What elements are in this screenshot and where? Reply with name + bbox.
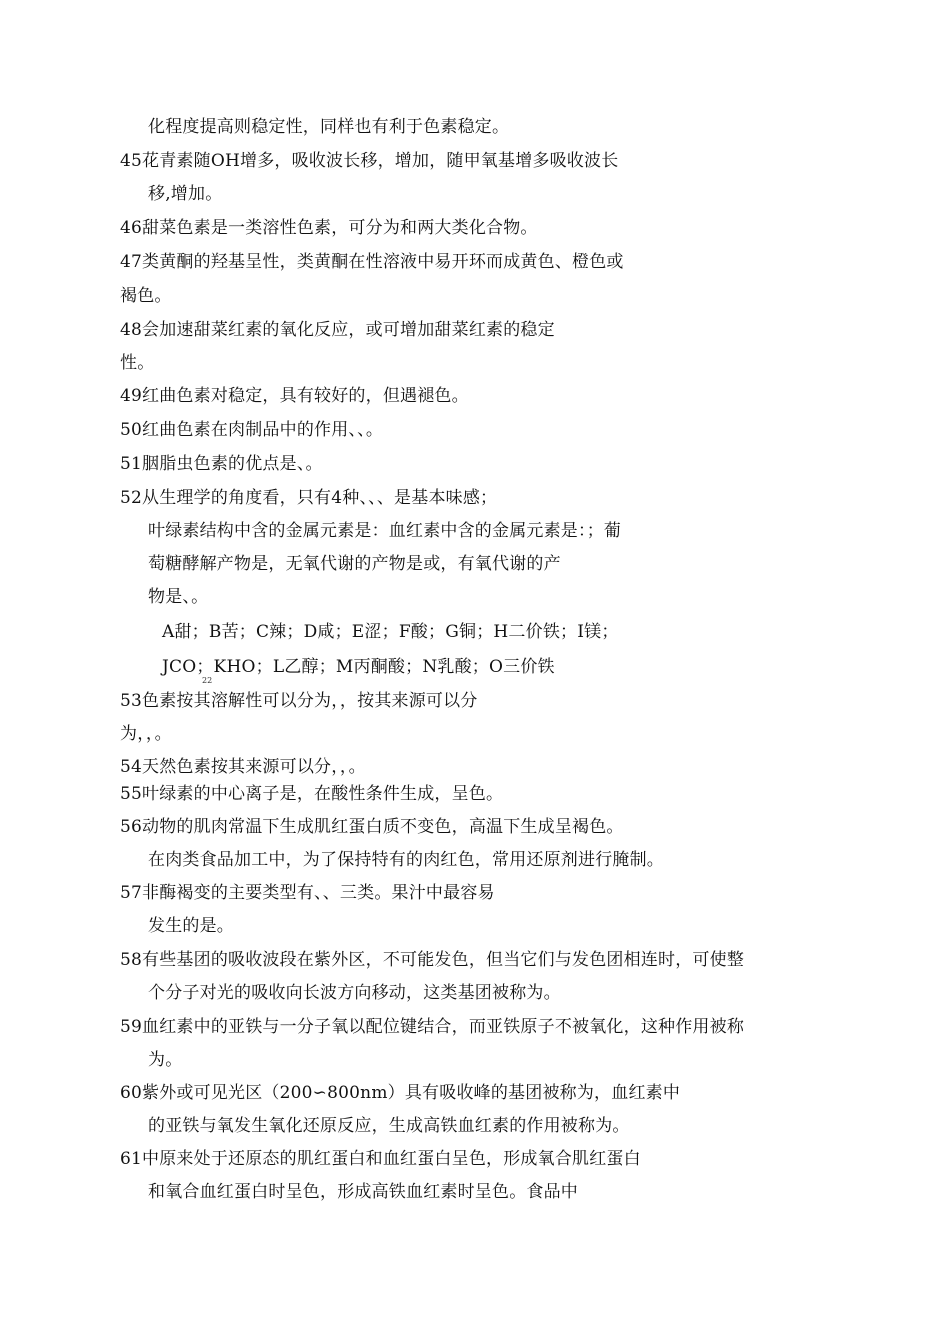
question-60: 60紫外或可见光区（200∽800nm）具有吸收峰的基团被称为，血红素中 <box>120 1083 681 1103</box>
question-52: 52从生理学的角度看，只有4种、、、是基本味感； <box>120 488 498 508</box>
question-50: 50红曲色素在肉制品中的作用、、。 <box>120 420 384 440</box>
question-61: 61中原来处于还原态的肌红蛋白和血红蛋白呈色，形成氧合肌红蛋白 <box>120 1149 641 1169</box>
subscript-label: 22 <box>202 676 213 685</box>
question-46: 46甜菜色素是一类溶性色素，可分为和两大类化合物。 <box>120 218 538 238</box>
text-line: 的亚铁与氧发生氧化还原反应，生成高铁血红素的作用被称为。 <box>148 1116 630 1136</box>
text-line: 化程度提高则稳定性，同样也有利于色素稳定。 <box>148 117 510 137</box>
text-line: 性。 <box>120 353 155 373</box>
text-line: 发生的是。 <box>148 916 234 936</box>
text-line: 叶绿素结构中含的金属元素是：血红素中含的金属元素是：；葡 <box>148 521 622 541</box>
question-53: 53色素按其溶解性可以分为，，按其来源可以分 <box>120 691 478 711</box>
question-57: 57非酶褐变的主要类型有、、三类。果汁中最容易 <box>120 883 495 903</box>
text-line: 为，，。 <box>120 724 172 744</box>
answer-options: JCO；KHO；L乙醇；M丙酮酸；N乳酸；O三价铁 <box>162 657 555 677</box>
answer-options: A甜；B苦；C辣；D咸；E涩；F酸；G铜；H二价铁；I镁； <box>162 622 619 642</box>
question-55: 55叶绿素的中心离子是，在酸性条件生成，呈色。 <box>120 784 504 804</box>
question-54: 54天然色素按其来源可以分，，。 <box>120 757 366 777</box>
text-line: 物是、。 <box>148 587 209 607</box>
question-58: 58有些基团的吸收波段在紫外区，不可能发色，但当它们与发色团相连时，可使整 <box>120 950 745 970</box>
text-line: 在肉类食品加工中，为了保持特有的肉红色，常用还原剂进行腌制。 <box>148 850 664 870</box>
question-48: 48会加速甜菜红素的氧化反应，或可增加甜菜红素的稳定 <box>120 320 555 340</box>
text-line: 萄糖酵解产物是，无氧代谢的产物是或，有氧代谢的产 <box>148 554 561 574</box>
question-56: 56动物的肌肉常温下生成肌红蛋白质不变色，高温下生成呈褐色。 <box>120 817 624 837</box>
text-line: 褐色。 <box>120 286 172 306</box>
text-line: 移,增加。 <box>148 184 223 204</box>
text-line: 和氧合血红蛋白时呈色，形成高铁血红素时呈色。食品中 <box>148 1182 578 1202</box>
question-59: 59血红素中的亚铁与一分子氧以配位键结合，而亚铁原子不被氧化，这种作用被称 <box>120 1017 745 1037</box>
question-49: 49红曲色素对稳定，具有较好的，但遇褪色。 <box>120 386 469 406</box>
question-45: 45花青素随OH增多，吸收波长移，增加，随甲氧基增多吸收波长 <box>120 151 619 171</box>
question-51: 51胭脂虫色素的优点是、。 <box>120 454 323 474</box>
text-line: 个分子对光的吸收向长波方向移动，这类基团被称为。 <box>148 983 561 1003</box>
question-47: 47类黄酮的羟基呈性，类黄酮在性溶液中易开环而成黄色、橙色或 <box>120 252 624 272</box>
text-line: 为。 <box>148 1050 183 1070</box>
